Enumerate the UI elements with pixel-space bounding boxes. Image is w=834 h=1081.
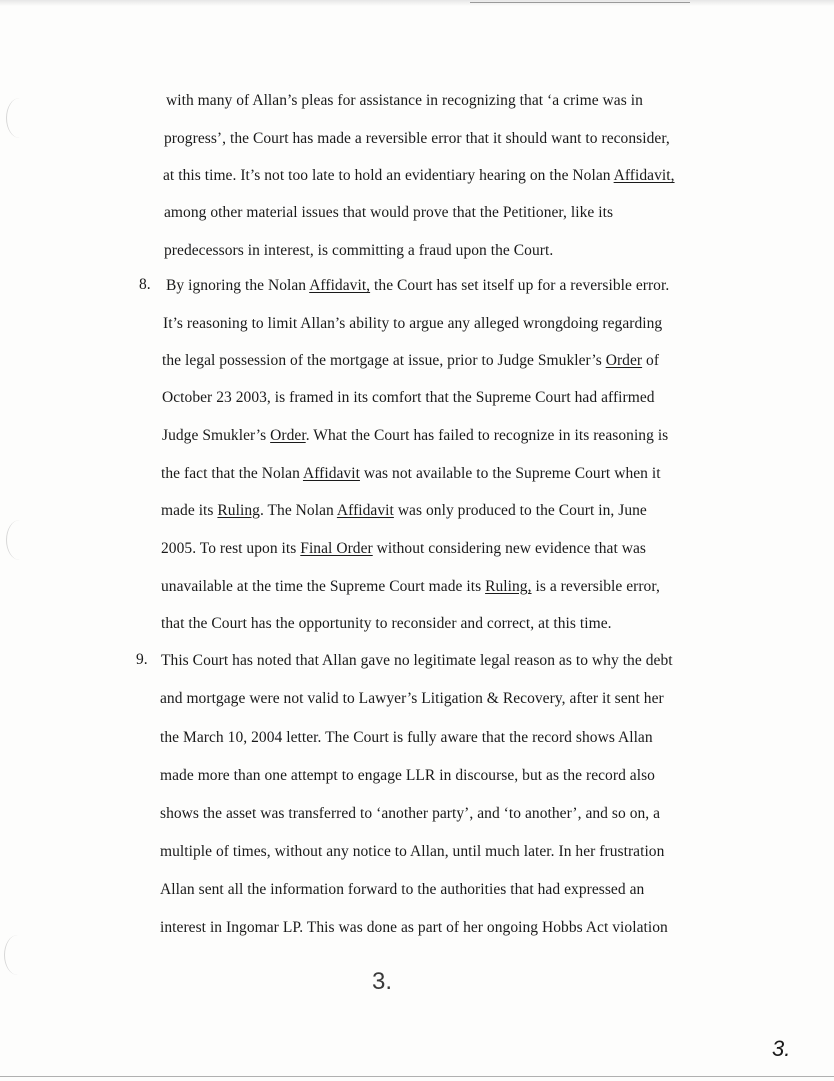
text-run: of: [642, 352, 660, 369]
text-run: 2005. To rest upon its: [161, 540, 301, 557]
text-line: progress’, the Court has made a reversible error that it should want to reconsider,: [164, 130, 670, 147]
text-line: predecessors in interest, is committing a fraud upon the Court.: [164, 242, 554, 259]
text-run: Judge Smukler’s: [162, 427, 271, 444]
text-run: without considering new evidence that was: [372, 540, 646, 557]
underlined-term: Affidavit,: [613, 167, 675, 184]
text-run: was not available to the Supreme Court when it: [359, 465, 661, 482]
paragraph-number: 8.: [139, 276, 151, 293]
text-line: and mortgage were not valid to Lawyer’s Litigation & Recovery, after it sent her: [160, 690, 664, 707]
text-line: Allan sent all the information forward to the authorities that had expressed an: [160, 881, 645, 898]
text-line: [162, 427, 668, 445]
scan-shadow-top: [0, 0, 834, 6]
text-run: is a reversible error,: [531, 578, 660, 595]
text-line: [161, 465, 661, 483]
text-line: October 23 2003, is framed in its comfort that the Supreme Court had affirmed: [162, 389, 655, 406]
underlined-term: Order: [605, 352, 643, 369]
text-run: made its: [161, 502, 218, 519]
text-line: multiple of times, without any notice to Allan, until much later. In her frustration: [160, 843, 665, 860]
underlined-term: Ruling,: [485, 578, 532, 595]
page-number-center: 3.: [372, 968, 393, 995]
text-line: It’s reasoning to limit Allan’s ability to argue any alleged wrongdoing regarding: [163, 315, 663, 332]
text-run: the legal possession of the mortgage at issue, prior to Judge Smukler’s: [162, 352, 606, 369]
punch-hole-mark: [4, 935, 31, 975]
underlined-term: Affidavit: [302, 465, 360, 482]
underlined-term: Affidavit,: [309, 277, 371, 294]
text-line: [162, 352, 659, 370]
text-run: . What the Court has failed to recognize in its reasoning is: [305, 427, 669, 444]
page-number-corner: 3.: [772, 1036, 791, 1061]
text-run: the Court has set itself up for a reversible error.: [370, 277, 670, 294]
paragraph-number: 9.: [136, 651, 148, 668]
underlined-term: Ruling: [217, 502, 260, 519]
text-line: [161, 502, 647, 520]
underlined-term: Final Order: [300, 540, 373, 557]
text-line: [163, 167, 675, 185]
text-line: [161, 578, 660, 596]
text-line: the March 10, 2004 letter. The Court is fully aware that the record shows Allan: [160, 729, 653, 746]
scan-line-top: [470, 2, 690, 3]
text-line: with many of Allan’s pleas for assistance in recognizing that ‘a crime was in: [166, 92, 643, 109]
text-line: [161, 540, 646, 558]
text-line: [166, 277, 669, 295]
text-line: This Court has noted that Allan gave no legitimate legal reason as to why the debt: [161, 652, 673, 669]
text-line: made more than one attempt to engage LLR in discourse, but as the record also: [160, 767, 655, 784]
punch-hole-mark: [6, 520, 33, 560]
text-run: at this time. It’s not too late to hold an evidentiary hearing on the Nolan: [163, 167, 614, 184]
text-line: shows the asset was transferred to ‘another party’, and ‘to another’, and so on, a: [160, 805, 661, 822]
text-run: was only produced to the Court in, June: [393, 502, 647, 519]
text-line: that the Court has the opportunity to reconsider and correct, at this time.: [161, 615, 612, 632]
underlined-term: Order: [270, 427, 306, 444]
text-run: By ignoring the Nolan: [166, 277, 310, 294]
text-run: . The Nolan: [259, 502, 337, 519]
text-run: unavailable at the time the Supreme Court made its: [161, 578, 486, 595]
punch-hole-mark: [6, 98, 33, 138]
text-run: the fact that the Nolan: [161, 465, 303, 482]
scan-line-bottom: [0, 1076, 834, 1077]
text-line: interest in Ingomar LP. This was done as part of her ongoing Hobbs Act violation: [160, 919, 668, 936]
text-line: among other material issues that would prove that the Petitioner, like its: [164, 204, 614, 221]
underlined-term: Affidavit: [336, 502, 394, 519]
